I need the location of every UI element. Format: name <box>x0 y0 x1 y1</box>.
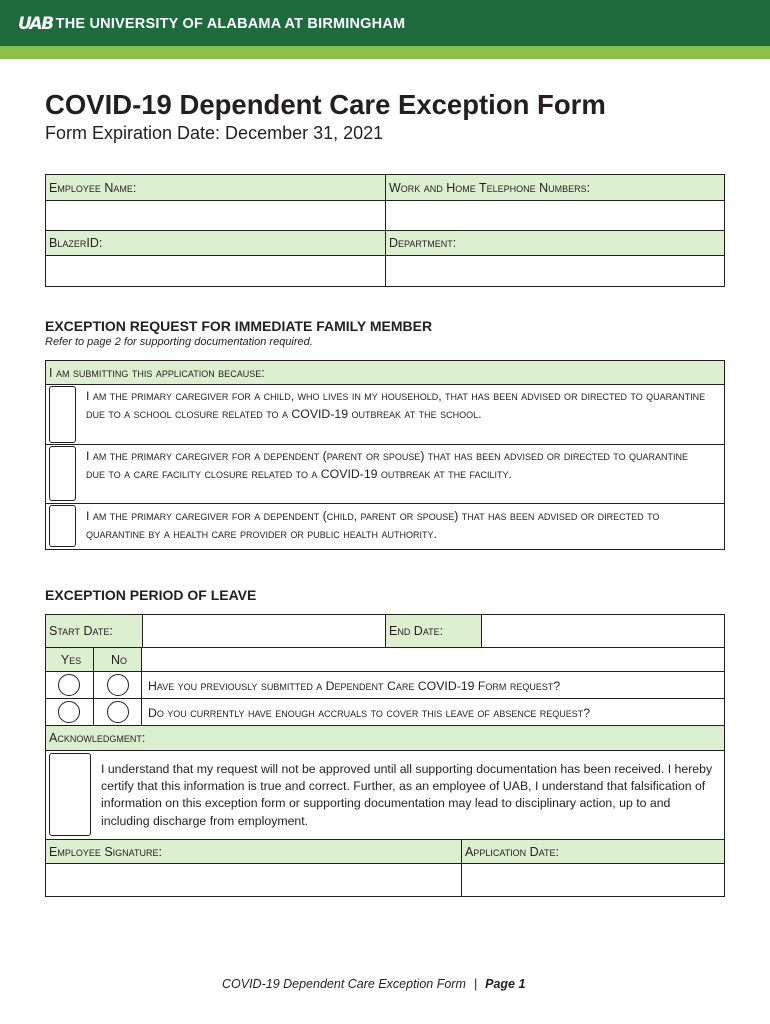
header-bar <box>0 0 770 46</box>
end-date-label: End Date: <box>386 615 482 648</box>
uab-logo <box>18 14 405 34</box>
reason-option-text: I am the primary caregiver for a child, who lives in my household, that has been advised or directed to quarantine due to a school closure related to a COVID-19 outbreak at the school. <box>86 389 706 421</box>
previous-request-question: Have you previously submitted a Dependent Care COVID-19 Form request? <box>148 679 561 693</box>
reason-checkbox[interactable] <box>49 446 76 501</box>
form-expiration: Form Expiration Date: December 31, 2021 <box>45 123 384 143</box>
exception-request-heading: EXCEPTION REQUEST FOR IMMEDIATE FAMILY MEMBER <box>45 318 433 334</box>
blazerid-label: BlazerID: <box>46 231 386 256</box>
reason-option-text: I am the primary caregiver for a dependent (child, parent or spouse) that has been advised or directed to quarantine by a health care provider or public health authority. <box>86 509 660 541</box>
employee-info-table <box>45 174 725 287</box>
department-label: Department: <box>386 231 724 256</box>
reason-checkbox[interactable] <box>49 386 76 443</box>
previous-request-yes-radio[interactable] <box>58 674 80 696</box>
leave-period-table <box>45 614 725 897</box>
application-date-field[interactable] <box>462 864 724 896</box>
accruals-yes-radio[interactable] <box>58 701 80 723</box>
yes-column-header: Yes <box>46 648 94 672</box>
blazerid-field[interactable] <box>46 256 386 286</box>
start-date-label: Start Date: <box>46 615 143 648</box>
accruals-question: Do you currently have enough accruals to cover this leave of absence request? <box>148 706 591 720</box>
leave-period-heading: EXCEPTION PERIOD OF LEAVE <box>45 587 257 603</box>
header-accent-stripe <box>0 46 770 59</box>
employee-name-label: Employee Name: <box>46 175 386 201</box>
page-footer <box>222 977 525 991</box>
reason-option-text: I am the primary caregiver for a dependent (parent or spouse) that has been advised or directed to quarantine due to a care facility closure related to a COVID-19 outbreak at the facility. <box>86 449 689 481</box>
telephone-label: Work and Home Telephone Numbers: <box>386 175 724 201</box>
employee-name-field[interactable] <box>46 201 386 231</box>
end-date-field[interactable] <box>482 615 724 648</box>
footer-form-name: COVID-19 Dependent Care Exception Form <box>222 977 466 991</box>
question-header-spacer <box>142 648 724 672</box>
uab-logo-mark: UAB <box>18 14 53 34</box>
start-date-field[interactable] <box>143 615 386 648</box>
documentation-note: Refer to page 2 for supporting documentation required. <box>45 336 313 348</box>
acknowledgment-label: Acknowledgment: <box>46 726 724 751</box>
no-column-header: No <box>94 648 142 672</box>
telephone-field[interactable] <box>386 201 724 231</box>
university-name: THE UNIVERSITY OF ALABAMA AT BIRMINGHAM <box>55 16 406 32</box>
acknowledgment-checkbox[interactable] <box>49 753 91 836</box>
signature-field[interactable] <box>46 864 462 896</box>
reason-checkbox[interactable] <box>49 505 76 547</box>
accruals-no-radio[interactable] <box>107 701 129 723</box>
footer-page-number: Page 1 <box>485 977 526 991</box>
department-field[interactable] <box>386 256 724 286</box>
because-label: I am submitting this application because: <box>46 361 724 385</box>
acknowledgment-text: I understand that my request will not be approved until all supporting documentation has been received. I hereby certify that this information is true and correct. Further, as an employee of UAB, I understand that falsification of information on this exception form or supporting documentation may lead to disciplinary action, up to and including discharge from employment. <box>101 762 713 828</box>
footer-separator: | <box>473 977 478 991</box>
signature-label: Employee Signature: <box>46 840 462 864</box>
form-title: COVID-19 Dependent Care Exception Form <box>45 89 606 120</box>
previous-request-no-radio[interactable] <box>107 674 129 696</box>
application-date-label: Application Date: <box>462 840 724 864</box>
